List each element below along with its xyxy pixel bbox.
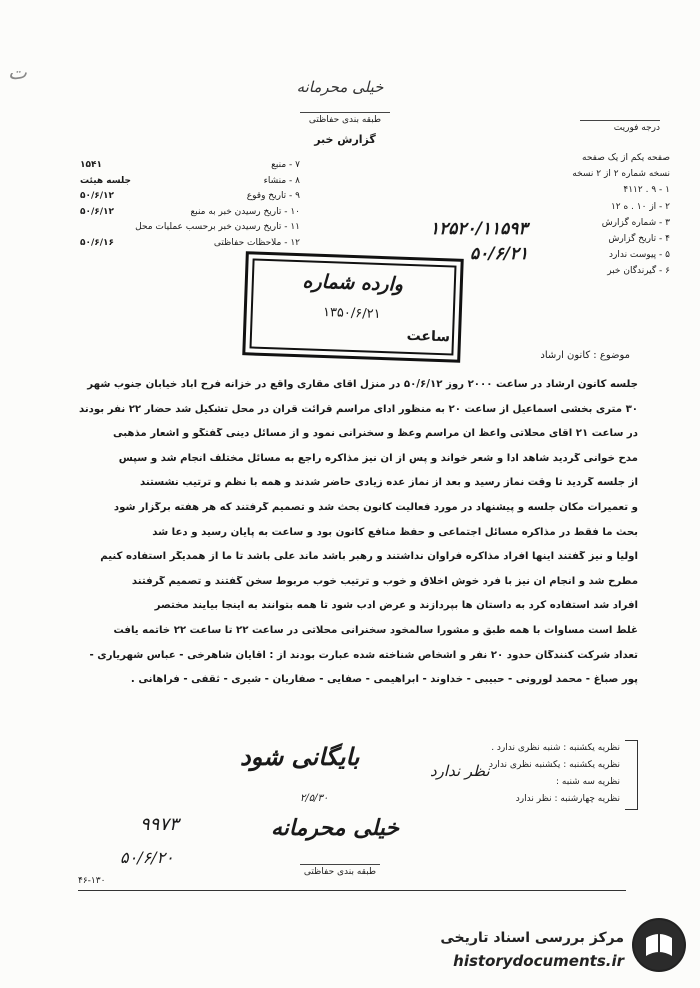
report-body-line: مطرح شد و انجام آن نیز با فرد خوش اخلاق و خوب و ترتیب خوب مربوط سخن گفتند و تصمیم گرفتند [131, 575, 638, 587]
opinion-line: نظریه چهارشنبه : نظر ندارد [515, 794, 620, 804]
classification-top: خیلی محرمانه [296, 78, 384, 96]
source-field-label: ۹ - تاریخ وقوع [246, 191, 300, 201]
received-stamp [242, 251, 463, 363]
source-field-row [80, 220, 300, 236]
handwritten-left-number-2: ۵۰/۶/۲۰ [120, 848, 174, 867]
source-field-row [80, 236, 300, 252]
source-field-row [80, 189, 300, 205]
report-body-line: ۳۰ متری بخشی اسماعیل از ساعت ۲۰ به منظور ادای مراسم قرائت قرآن در محل تشکیل شد حضار ۲۲ نفر بودند [78, 403, 638, 415]
report-info-field: ۵ - پیوست ندارد [608, 250, 670, 261]
opinion-line: نظریه یکشنبه : شنبه نظری ندارد . [491, 743, 620, 753]
report-info-field: ۳ - شماره گزارش [601, 217, 670, 228]
source-field-value: ۵۰/۶/۱۶ [80, 237, 115, 248]
report-body-line: و تعمیرات مکان جلسه و پیشنهاد در مورد فعالیت کانون بحث شد و تصمیم گرفتند که هر هفته برگزار شود [113, 502, 638, 513]
subject-line: موضوع : کانون ارشاد [540, 350, 630, 361]
security-subtitle: طبقه بندی حفاظتی [300, 112, 390, 125]
priority-label: درجه فوریت [580, 120, 660, 133]
source-field-value: جلسه هیئت [80, 175, 132, 186]
report-info-field: صفحه یکم از یک صفحه [582, 153, 670, 163]
footer-rule [78, 890, 626, 891]
report-body-line: در ساعت ۲۱ آقای محلاتی واعظ آن مراسم وعظ و سخنرانی نمود و از مسائل دینی گفتگو و اشعار مذهبی [112, 428, 638, 440]
report-body-line: افراد شد استفاده کرد به داستان ها بپردازند و عرض ادب شود تا همه بتوانند به اینجا بیایند مختصر [154, 600, 638, 612]
report-body-line: مدح خوانی گردید شاهد ادا و شعر خواند و پس از آن نیز مذاکره راجع به مسائل مختلف انجام شد و سپس [118, 452, 638, 464]
handwritten-left-number-1: ۹۹۷۳ [140, 814, 179, 835]
stamp-title: وارده شماره [302, 270, 404, 296]
report-info-field: ۴ - تاریخ گزارش [608, 234, 670, 245]
report-body-line: پور صباغ - محمد لورونی - حبیبی - خداوند - ابراهیمی - صفایی - صفاریان - شیری - ثقفی - فراهانی . [130, 674, 638, 686]
source-field-label: ۱۲ - ملاحظات حفاظتی [213, 237, 300, 248]
report-body-line: جلسه کانون ارشاد در ساعت ۲۰۰۰ روز ۵۰/۶/۱۲ در منزل آقای مقاری واقع در خزانه فرح آباد خیابان جنوب شهر [87, 379, 638, 390]
report-info-field: نسخه شماره ۲ از ۲ نسخه [572, 169, 670, 180]
handwritten-note-right: نظر ندارد [430, 762, 490, 780]
source-fields [80, 158, 300, 251]
source-field-value: ۵۰/۶/۱۲ [80, 191, 115, 201]
stamp-date: ۱۳۵۰/۶/۲۱ [322, 304, 381, 322]
report-body-line: از جلسه گردید تا وقت نماز رسید و بعد از نماز عده زیادی حاضر شدند و همه با نظم و ترتیب نشستند [139, 477, 638, 489]
report-body-line: بحث ما فقط در مذاکره مسائل اجتماعی و حفظ منافع کانون بود و ساعت به پایان رسید و دعا شد [152, 526, 638, 538]
source-field-label: ۱۱ - تاریخ رسیدن خبر برحسب عملیات محل [135, 222, 300, 232]
source-field-value: ۵۰/۶/۱۲ [80, 206, 115, 217]
form-code: ۴۶-۱۳۰ [78, 876, 106, 886]
handwritten-number-1: ۱۲۵۲۰/۱۱۵۹۳ [430, 219, 528, 239]
opinion-line: نظریه یکشنبه : یکشنبه نظری ندارد [488, 760, 620, 770]
source-field-label: ۱۰ - تاریخ رسیدن خبر به منبع [190, 206, 300, 217]
margin-scribble: ت [8, 60, 27, 84]
source-field-row [80, 205, 300, 221]
source-field-label: ۷ - منبع [271, 160, 300, 170]
report-info-field: ۲ - از ۱۰ . ه ۱۲ [610, 201, 670, 212]
report-body-line: تعداد شرکت کنندگان حدود ۲۰ نفر و اشخاص شناخته شده عبارت بودند از : آقایان شاهرخی - عباس شهریاری - [89, 649, 638, 661]
archive-note: بایگانی شود [240, 742, 360, 771]
watermark-url: historydocuments.ir [453, 952, 624, 970]
report-body-line: اولیا و نیز گفتند اینها افراد مذاکره فراوان نداشتند و رهبر باشد ماند علی باشد تا ما از همدیگر استفاده کنیم [100, 551, 638, 563]
source-field-value: ۱۵۴۱ [80, 160, 102, 170]
opinion-bracket [625, 740, 638, 810]
source-field-row [80, 158, 300, 174]
classification-bottom: خیلی محرمانه [270, 815, 400, 841]
report-info-field: ۱ - ۹ . ۴۱۱۲ [623, 185, 670, 196]
opinion-line: نظریه سه شنبه : [556, 777, 620, 787]
source-field-label: ۸ - منشاء [263, 175, 300, 186]
report-body-line: غلط است مساوات با همه طبق و مشورا سالمخود سخنرانی محلاتی در ساعت ۲۲ تا ساعت ۲۲ خاتمه یافت [113, 625, 638, 636]
stamp-time-label: ساعت [406, 327, 451, 346]
handwritten-number-2: ۵۰/۶/۲۱ [470, 244, 529, 264]
footer-security-subtitle: طبقه بندی حفاظتی [300, 864, 380, 877]
handwritten-small-date: ۲/۵/۳۰ [300, 793, 329, 804]
watermark-org-name: مرکز بررسی اسناد تاریخی [440, 930, 624, 946]
report-title: گزارش خبر [314, 133, 376, 146]
source-field-row [80, 174, 300, 190]
report-info-field: ۶ - گیرندگان خبر [607, 266, 670, 277]
archive-logo-icon [632, 918, 686, 972]
